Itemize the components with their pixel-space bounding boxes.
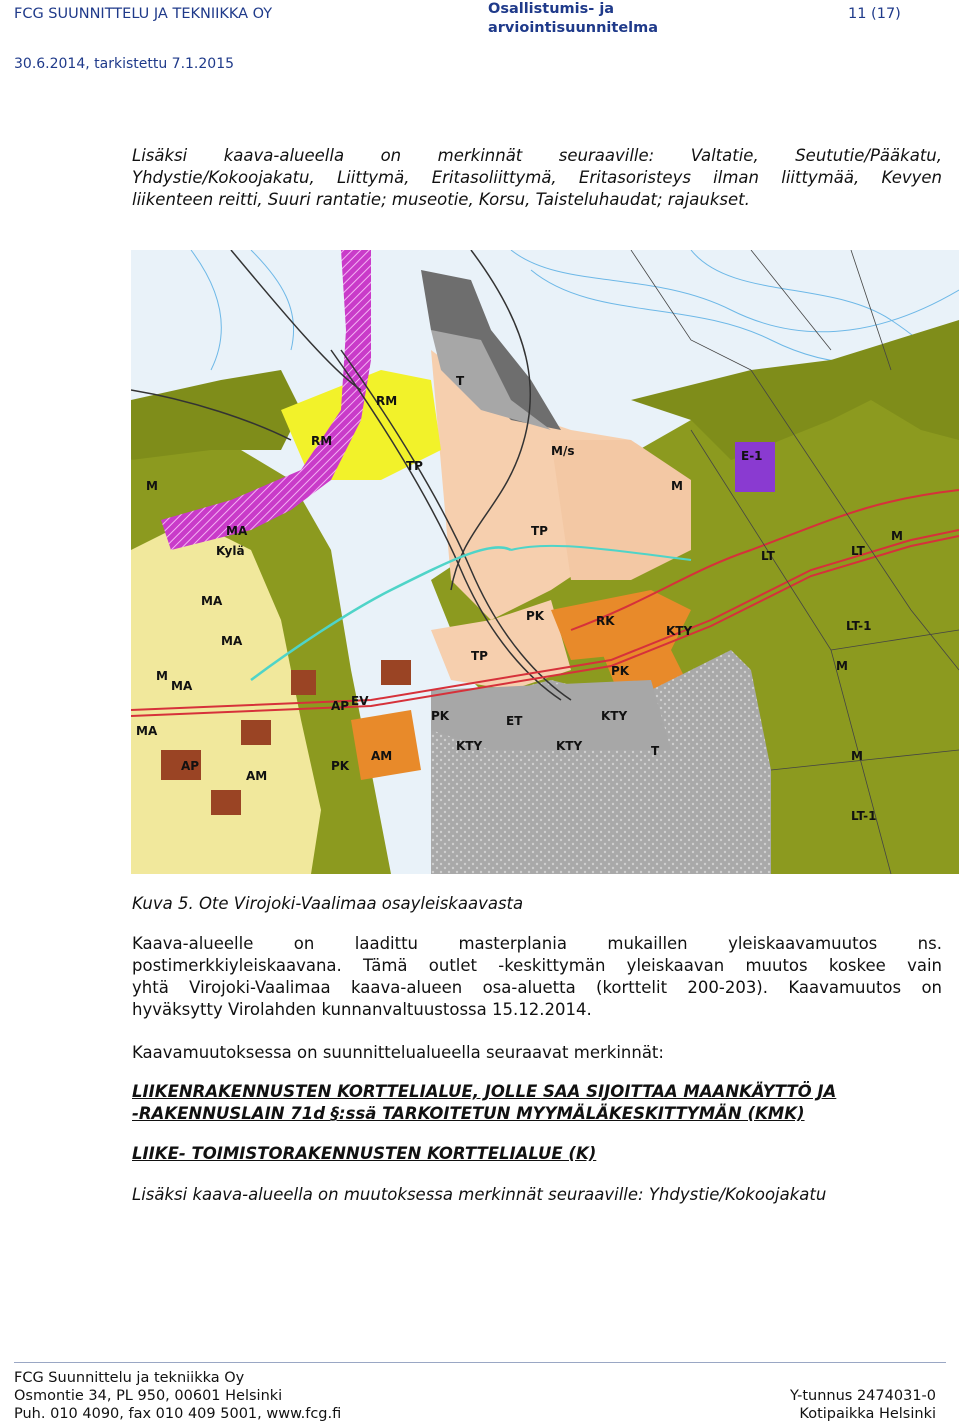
map-label: PK: [331, 759, 350, 773]
map-label: T: [651, 744, 660, 758]
footer-address: Osmontie 34, PL 950, 00601 Helsinki: [14, 1388, 283, 1404]
intro-line-1: Lisäksi kaava-alueella on merkinnät seuraaville: Valtatie, Seututie/Pääkatu,: [132, 146, 942, 165]
map-label: AM: [371, 749, 393, 763]
zoning-map-image: [131, 250, 959, 874]
map-label: KTY: [556, 739, 583, 753]
map-label: PK: [431, 709, 450, 723]
map-label: PK: [611, 664, 630, 678]
footer-domicile: Kotipaikka Helsinki: [799, 1406, 936, 1422]
header-document-title: [488, 0, 718, 38]
figure-caption: Kuva 5. Ote Virojoki-Vaalimaa osayleiskaavasta: [132, 894, 524, 913]
map-label: RM: [311, 434, 333, 448]
map-label: Kylä: [216, 544, 245, 558]
map-label: LT: [761, 549, 775, 563]
para2-line-1: Kaava-alueelle on laadittu masterplania mukaillen yleiskaavamuutos ns.: [132, 934, 942, 953]
map-label: KTY: [456, 739, 483, 753]
map-label: M: [146, 479, 158, 493]
footer-divider: [14, 1362, 946, 1363]
map-label: AP: [331, 699, 350, 713]
header-date: 30.6.2014, tarkistettu 7.1.2015: [14, 56, 235, 72]
k-heading: LIIKE- TOIMISTORAKENNUSTEN KORTTELIALUE (K): [132, 1144, 597, 1163]
map-label: MA: [136, 724, 158, 738]
map-label: M: [851, 749, 863, 763]
intro-line-3: liikenteen reitti, Suuri rantatie; museotie, Korsu, Taisteluhaudat; rajaukset.: [132, 190, 750, 209]
ap-area-5: [381, 660, 411, 685]
map-label: M: [156, 669, 168, 683]
map-label: MA: [171, 679, 193, 693]
masterplan-paragraph: [132, 933, 942, 1021]
map-label: TP: [406, 459, 423, 473]
map-label: E-1: [741, 449, 763, 463]
zoning-map-svg: [131, 250, 959, 874]
map-label: T: [456, 374, 465, 388]
map-label: AM: [246, 769, 268, 783]
map-label: LT: [851, 544, 865, 558]
ap-area-4: [291, 670, 316, 695]
map-label: RM: [376, 394, 398, 408]
map-label: EV: [351, 694, 369, 708]
header-title-line1: Osallistumis- ja: [488, 1, 615, 17]
header-page-number: 11 (17): [848, 6, 901, 22]
map-label: AP: [181, 759, 200, 773]
para2-line-2: postimerkkiyleiskaavana. Tämä outlet -keskittymän yleiskaavan muutos koskee vain: [132, 956, 942, 975]
map-label: M: [891, 529, 903, 543]
ap-area-3: [241, 720, 271, 745]
map-label: M: [836, 659, 848, 673]
map-label: LT-1: [851, 809, 877, 823]
map-label: M/s: [551, 444, 575, 458]
additional-markings: Lisäksi kaava-alueella on muutoksessa merkinnät seuraaville: Yhdystie/Kokoojakatu: [132, 1185, 827, 1204]
header-company: FCG SUUNNITTELU JA TEKNIIKKA OY: [14, 6, 273, 22]
intro-line-2: Yhdystie/Kokoojakatu, Liittymä, Eritasoliittymä, Eritasoristeys ilman liittymää, Kevyen: [132, 168, 942, 187]
map-label: MA: [201, 594, 223, 608]
map-label: KTY: [666, 624, 693, 638]
kmk-heading: [132, 1081, 942, 1125]
map-label: TP: [471, 649, 488, 663]
ap-area-2: [211, 790, 241, 815]
markings-intro: Kaavamuutoksessa on suunnittelualueella seuraavat merkinnät:: [132, 1043, 664, 1062]
map-label: RK: [596, 614, 615, 628]
para2-line-3: yhtä Virojoki-Vaalimaa kaava-alueen osa-aluetta (korttelit 200-203). Kaavamuutos on: [132, 978, 942, 997]
map-label: MA: [221, 634, 243, 648]
footer-contact: Puh. 010 4090, fax 010 409 5001, www.fcg.fi: [14, 1406, 342, 1422]
kmk-heading-line-1: LIIKENRAKENNUSTEN KORTTELIALUE, JOLLE SAA SIJOITTAA MAANKÄYTTÖ JA: [132, 1082, 837, 1101]
map-label: M: [671, 479, 683, 493]
map-label: KTY: [601, 709, 628, 723]
kmk-heading-line-2: -RAKENNUSLAIN 71d §:ssä TARKOITETUN MYYMÄLÄKESKITTYMÄN (KMK): [132, 1104, 805, 1123]
map-label: LT-1: [846, 619, 872, 633]
footer-business-id: Y-tunnus 2474031-0: [789, 1388, 936, 1404]
map-label: TP: [531, 524, 548, 538]
map-label: PK: [526, 609, 545, 623]
map-label: MA: [226, 524, 248, 538]
pk-area-3: [351, 710, 421, 780]
para2-line-4: hyväksytty Virolahden kunnanvaltuustossa 15.12.2014.: [132, 1000, 592, 1019]
intro-paragraph: [132, 145, 942, 211]
footer-company: FCG Suunnittelu ja tekniikka Oy: [14, 1370, 245, 1386]
header-title-line2: arviointisuunnitelma: [488, 20, 659, 36]
map-label: ET: [506, 714, 523, 728]
